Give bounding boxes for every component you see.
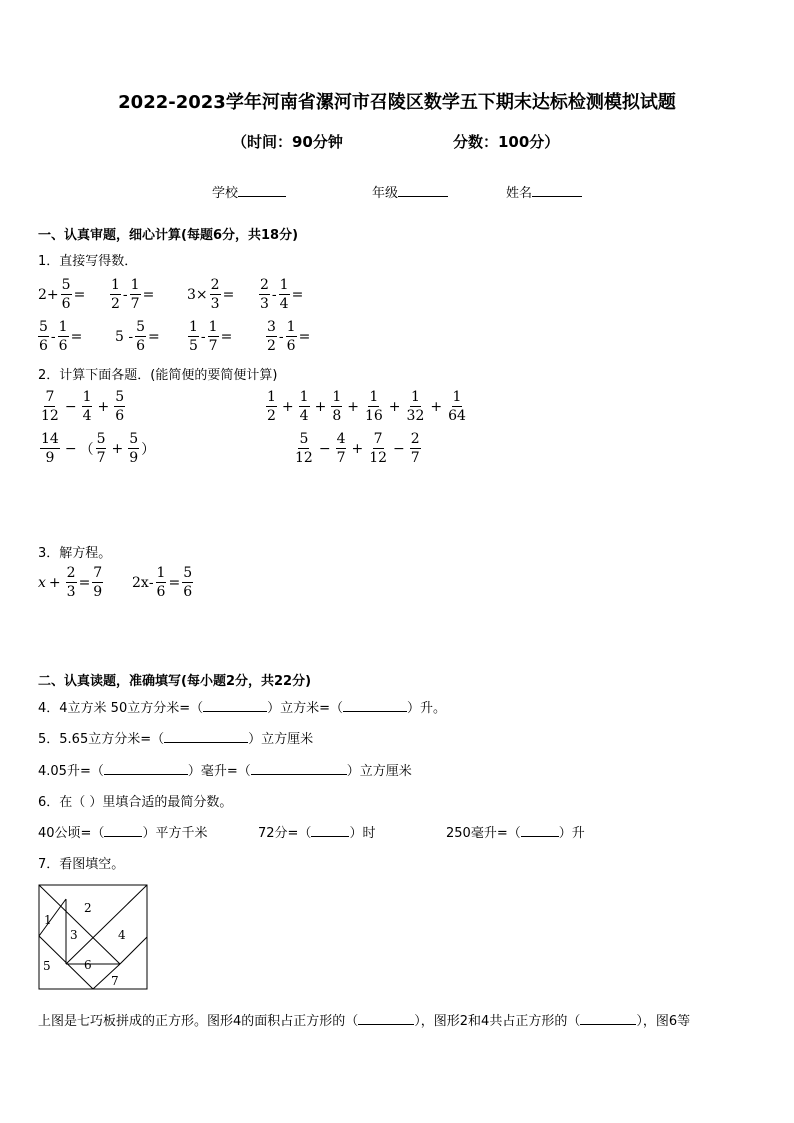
tangram-label-3: 3 xyxy=(70,928,78,942)
q1-item-5: $\frac{5}{6}$ - $\frac{1}{6}$ = xyxy=(39,319,83,354)
q6-blank-3[interactable] xyxy=(521,822,559,837)
grade-label: 年级 xyxy=(372,186,399,201)
q2-calc-4: $\frac{5}{12}$ − $\frac{4}{7}$ + $\frac{7}{12}$ − $\frac{2}{7}$ xyxy=(295,431,420,466)
q4-blank-1[interactable] xyxy=(203,697,267,712)
q6-blank-1[interactable] xyxy=(104,822,142,837)
question-7: 7．看图填空。 xyxy=(38,857,125,872)
question-4: 4．4立方米 50立方分米=（ ）立方米=（ ）升。 xyxy=(38,697,446,716)
question-5-part-2: 4.05升=（ ）毫升=（ ）立方厘米 xyxy=(38,760,412,779)
q5-blank-3[interactable] xyxy=(251,760,347,775)
tangram-figure xyxy=(38,884,150,992)
tangram-label-6: 6 xyxy=(84,958,92,972)
q4-blank-2[interactable] xyxy=(343,697,407,712)
q7-blank-2[interactable] xyxy=(580,1010,636,1025)
q5-blank-1[interactable] xyxy=(164,728,248,743)
question-6: 6．在（ ）里填合适的最简分数。 xyxy=(38,795,233,810)
q1-item-8: $\frac{3}{2}$ - $\frac{1}{6}$ = xyxy=(267,319,311,354)
q6-blank-2[interactable] xyxy=(311,822,349,837)
q1-item-4: $\frac{2}{3}$ - $\frac{1}{4}$ = xyxy=(260,277,304,312)
q7-blank-1[interactable] xyxy=(358,1010,414,1025)
tangram-line xyxy=(66,885,147,964)
q7-text: 上图是七巧板拼成的正方形。图形4的面积占正方形的（ ），图形2和4共占正方形的（ ），图6等 xyxy=(38,1010,690,1029)
q6-item-3: 250毫升=（ ）升 xyxy=(446,822,585,841)
q1-item-1: 2+ $\frac{5}{6}$ = xyxy=(38,277,86,312)
q1-item-2: $\frac{1}{2}$ - $\frac{1}{7}$ = xyxy=(111,277,155,312)
q2-calc-2: $\frac{1}{2}$ + $\frac{1}{4}$ + $\frac{1}{8}$ + $\frac{1}{16}$ + $\frac{1}{32}$ + $\frac{1}{64}$ xyxy=(267,389,466,424)
q3-equation-1: x + $\frac{2}{3}$ = $\frac{7}{9}$ xyxy=(38,565,103,600)
tangram-label-4: 4 xyxy=(118,928,126,942)
q1-item-6: 5 - $\frac{5}{6}$ = xyxy=(115,319,160,354)
question-3: 3．解方程。 xyxy=(38,546,112,561)
q1-item-3: 3× $\frac{2}{3}$ = xyxy=(187,277,235,312)
school-field[interactable] xyxy=(212,182,286,201)
section1-heading: 一、认真审题，细心计算(每题6分，共18分) xyxy=(38,228,299,243)
tangram-label-1: 1 xyxy=(44,913,52,927)
section2-heading: 二、认真读题，准确填写(每小题2分，共22分) xyxy=(38,674,312,689)
question-2: 2．计算下面各题．(能简便的要简便计算) xyxy=(38,368,278,383)
q1-item-7: $\frac{1}{5}$ - $\frac{1}{7}$ = xyxy=(189,319,233,354)
name-field[interactable] xyxy=(506,182,582,201)
question-1: 1．直接写得数． xyxy=(38,254,138,269)
name-label: 姓名 xyxy=(506,186,533,201)
tangram-label-5: 5 xyxy=(43,959,51,973)
grade-field[interactable] xyxy=(372,182,448,201)
q3-equation-2: 2x - $\frac{1}{6}$ = $\frac{5}{6}$ xyxy=(132,565,193,600)
tangram-label-2: 2 xyxy=(84,901,92,915)
q2-calc-1: $\frac{7}{12}$ − $\frac{1}{4}$ + $\frac{5}{6}$ xyxy=(41,389,125,424)
q5-blank-2[interactable] xyxy=(104,760,188,775)
q2-calc-3: $\frac{14}{9}$ − （ $\frac{5}{7}$ + $\frac{5}{9}$ ） xyxy=(41,431,156,466)
school-label: 学校 xyxy=(212,186,239,201)
question-5: 5．5.65立方分米=（ ）立方厘米 xyxy=(38,728,313,747)
exam-time: （时间：90分钟 xyxy=(232,133,343,151)
tangram-label-7: 7 xyxy=(111,974,119,988)
exam-score: 分数：100分） xyxy=(453,133,560,151)
page-title: 2022-2023学年河南省漯河市召陵区数学五下期末达标检测模拟试题 xyxy=(118,92,676,113)
q6-item-1: 40公顷=（ ）平方千米 xyxy=(38,822,207,841)
q6-item-2: 72分=（ ）时 xyxy=(258,822,375,841)
